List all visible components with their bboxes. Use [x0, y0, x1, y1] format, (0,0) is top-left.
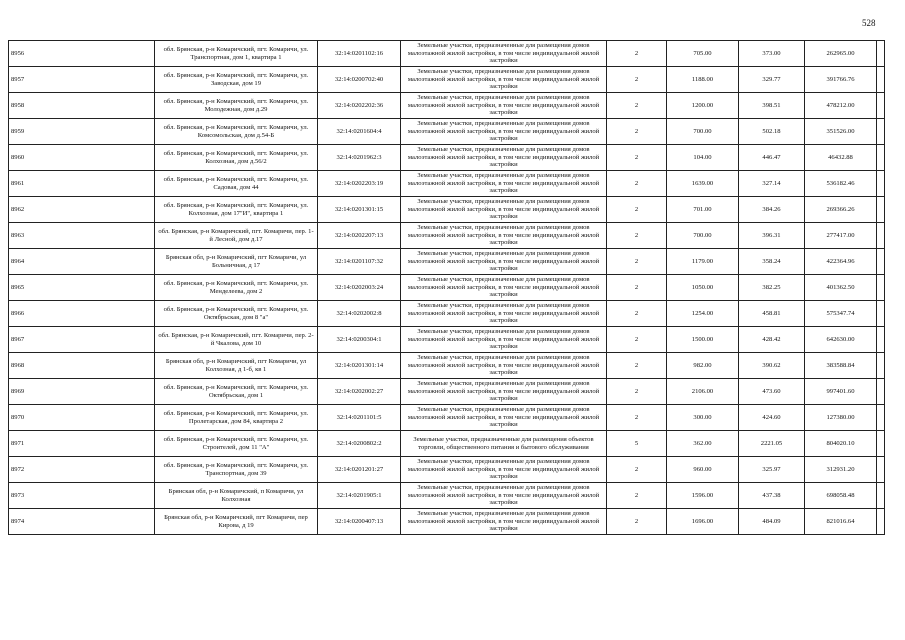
rate-cell: 428.42	[739, 327, 805, 353]
table-row	[9, 483, 885, 509]
category-cell: 2	[607, 171, 667, 197]
table-row	[9, 67, 885, 93]
area-cell: 960.00	[667, 457, 739, 483]
rate-cell: 473.60	[739, 379, 805, 405]
land-use-cell: Земельные участки, предназначенные для размещения домов малоэтажной жилой застройки, в том числе индивидуальной жилой застройки	[401, 483, 607, 509]
value-cell: 277417.00	[805, 223, 877, 249]
row-number: 8956	[9, 41, 155, 67]
area-cell: 104.00	[667, 145, 739, 171]
rate-cell: 396.31	[739, 223, 805, 249]
row-number: 8974	[9, 509, 155, 535]
address-cell: Брянская обл, р-н Комаричский, пгт Комаричи, ул Колхозная, д 1-б, кв 1	[155, 353, 318, 379]
land-use-cell: Земельные участки, предназначенные для размещения домов малоэтажной жилой застройки, в том числе индивидуальной жилой застройки	[401, 275, 607, 301]
row-number: 8973	[9, 483, 155, 509]
land-use-cell: Земельные участки, предназначенные для размещения домов малоэтажной жилой застройки, в том числе индивидуальной жилой застройки	[401, 119, 607, 145]
land-use-cell: Земельные участки, предназначенные для размещения домов малоэтажной жилой застройки, в том числе индивидуальной жилой застройки	[401, 197, 607, 223]
value-cell: 262965.00	[805, 41, 877, 67]
table-row	[9, 301, 885, 327]
value-cell: 698058.48	[805, 483, 877, 509]
rate-cell: 2221.05	[739, 431, 805, 457]
blank-cell	[877, 431, 885, 457]
category-cell: 2	[607, 353, 667, 379]
land-use-cell: Земельные участки, предназначенные для размещения домов малоэтажной жилой застройки, в том числе индивидуальной жилой застройки	[401, 353, 607, 379]
address-cell: обл. Брянская, р-н Комаричский, пгт. Комаричи, ул. Комсомольская, дом д.54-Б	[155, 119, 318, 145]
row-number: 8970	[9, 405, 155, 431]
address-cell: обл. Брянская, р-н Комаричский, пгт. Комаричи, ул. Колхозная, дом 17"И", квартира 1	[155, 197, 318, 223]
area-cell: 1696.00	[667, 509, 739, 535]
cadastral-number-cell: 32:14:0201107:32	[318, 249, 401, 275]
category-cell: 2	[607, 119, 667, 145]
category-cell: 2	[607, 41, 667, 67]
category-cell: 2	[607, 223, 667, 249]
rate-cell: 325.97	[739, 457, 805, 483]
cadastral-number-cell: 32:14:0202207:13	[318, 223, 401, 249]
table-row	[9, 431, 885, 457]
value-cell: 312931.20	[805, 457, 877, 483]
land-use-cell: Земельные участки, предназначенные для размещения домов малоэтажной жилой застройки, в том числе индивидуальной жилой застройки	[401, 509, 607, 535]
cadastral-number-cell: 32:14:0201905:1	[318, 483, 401, 509]
row-number: 8965	[9, 275, 155, 301]
area-cell: 1050.00	[667, 275, 739, 301]
address-cell: Брянская обл, р-н Комаричский, п Комаричи, ул Колхозная	[155, 483, 318, 509]
cadastral-registry-table	[8, 40, 885, 535]
blank-cell	[877, 197, 885, 223]
value-cell: 536182.46	[805, 171, 877, 197]
blank-cell	[877, 509, 885, 535]
category-cell: 2	[607, 67, 667, 93]
blank-cell	[877, 457, 885, 483]
rate-cell: 484.09	[739, 509, 805, 535]
category-cell: 2	[607, 197, 667, 223]
cadastral-number-cell: 32:14:0200304:1	[318, 327, 401, 353]
table-row	[9, 41, 885, 67]
cadastral-number-cell: 32:14:0202002:27	[318, 379, 401, 405]
table-row	[9, 379, 885, 405]
rate-cell: 327.14	[739, 171, 805, 197]
blank-cell	[877, 405, 885, 431]
row-number: 8957	[9, 67, 155, 93]
area-cell: 705.00	[667, 41, 739, 67]
table-row	[9, 509, 885, 535]
blank-cell	[877, 145, 885, 171]
blank-cell	[877, 93, 885, 119]
row-number: 8967	[9, 327, 155, 353]
registry-body	[9, 41, 885, 535]
value-cell: 422364.96	[805, 249, 877, 275]
row-number: 8963	[9, 223, 155, 249]
row-number: 8968	[9, 353, 155, 379]
land-use-cell: Земельные участки, предназначенные для размещения объектов торговли, общественного питания и бытового обслуживания	[401, 431, 607, 457]
land-use-cell: Земельные участки, предназначенные для размещения домов малоэтажной жилой застройки, в том числе индивидуальной жилой застройки	[401, 249, 607, 275]
value-cell: 478212.00	[805, 93, 877, 119]
rate-cell: 502.18	[739, 119, 805, 145]
value-cell: 997401.60	[805, 379, 877, 405]
address-cell: обл. Брянская, р-н Комаричский, пгт. Комаричи, ул. Строителей, дом 11 "А"	[155, 431, 318, 457]
cadastral-number-cell: 32:14:0201102:16	[318, 41, 401, 67]
value-cell: 351526.00	[805, 119, 877, 145]
cadastral-number-cell: 32:14:0201201:27	[318, 457, 401, 483]
address-cell: обл. Брянская, р-н Комаричский, пгт. Комаричи, ул. Менделеева, дом 2	[155, 275, 318, 301]
value-cell: 391766.76	[805, 67, 877, 93]
row-number: 8961	[9, 171, 155, 197]
rate-cell: 373.00	[739, 41, 805, 67]
address-cell: обл. Брянская, р-н Комаричский, пгт. Комаричи, ул. Октябрьская, дом 1	[155, 379, 318, 405]
address-cell: обл. Брянская, р-н Комаричский, пгт. Комаричи, ул. Транспортная, дом 39	[155, 457, 318, 483]
land-use-cell: Земельные участки, предназначенные для размещения домов малоэтажной жилой застройки, в том числе индивидуальной жилой застройки	[401, 379, 607, 405]
cadastral-number-cell: 32:14:0202003:24	[318, 275, 401, 301]
rate-cell: 390.62	[739, 353, 805, 379]
area-cell: 1179.00	[667, 249, 739, 275]
rate-cell: 384.26	[739, 197, 805, 223]
land-use-cell: Земельные участки, предназначенные для размещения домов малоэтажной жилой застройки, в том числе индивидуальной жилой застройки	[401, 301, 607, 327]
blank-cell	[877, 301, 885, 327]
address-cell: обл. Брянская, р-н Комаричский, пгт. Комаричи, пер. 2-й Чкалова, дом 10	[155, 327, 318, 353]
value-cell: 642630.00	[805, 327, 877, 353]
category-cell: 2	[607, 405, 667, 431]
area-cell: 1200.00	[667, 93, 739, 119]
area-cell: 362.00	[667, 431, 739, 457]
table-row	[9, 171, 885, 197]
value-cell: 127380.00	[805, 405, 877, 431]
blank-cell	[877, 67, 885, 93]
cadastral-number-cell: 32:14:0202002:8	[318, 301, 401, 327]
land-use-cell: Земельные участки, предназначенные для размещения домов малоэтажной жилой застройки, в том числе индивидуальной жилой застройки	[401, 93, 607, 119]
row-number: 8969	[9, 379, 155, 405]
address-cell: обл. Брянская, р-н Комаричский, пгт. Комаричи, пер. 1-й Лесной, дом д.17	[155, 223, 318, 249]
value-cell: 269366.26	[805, 197, 877, 223]
address-cell: Брянская обл, р-н Комаричский, пгт Комаричи, пер Кирова, д 19	[155, 509, 318, 535]
cadastral-number-cell: 32:14:0201962:3	[318, 145, 401, 171]
blank-cell	[877, 379, 885, 405]
area-cell: 1254.00	[667, 301, 739, 327]
table-row	[9, 119, 885, 145]
category-cell: 2	[607, 93, 667, 119]
cadastral-number-cell: 32:14:0202202:36	[318, 93, 401, 119]
table-row	[9, 405, 885, 431]
category-cell: 2	[607, 483, 667, 509]
row-number: 8960	[9, 145, 155, 171]
row-number: 8962	[9, 197, 155, 223]
table-row	[9, 353, 885, 379]
area-cell: 982.00	[667, 353, 739, 379]
address-cell: обл. Брянская, р-н Комаричский, пгт. Комаричи, ул. Транспортная, дом 1, квартира 1	[155, 41, 318, 67]
blank-cell	[877, 223, 885, 249]
cadastral-number-cell: 32:14:0200702:40	[318, 67, 401, 93]
category-cell: 2	[607, 327, 667, 353]
rate-cell: 398.51	[739, 93, 805, 119]
blank-cell	[877, 249, 885, 275]
category-cell: 2	[607, 457, 667, 483]
category-cell: 2	[607, 301, 667, 327]
cadastral-number-cell: 32:14:0201604:4	[318, 119, 401, 145]
address-cell: обл. Брянская, р-н Комаричский, пгт. Комаричи, ул. Колхозная, дом д.56/2	[155, 145, 318, 171]
value-cell: 383588.84	[805, 353, 877, 379]
blank-cell	[877, 483, 885, 509]
table-row	[9, 249, 885, 275]
rate-cell: 358.24	[739, 249, 805, 275]
area-cell: 1500.00	[667, 327, 739, 353]
land-use-cell: Земельные участки, предназначенные для размещения домов малоэтажной жилой застройки, в том числе индивидуальной жилой застройки	[401, 145, 607, 171]
row-number: 8964	[9, 249, 155, 275]
cadastral-number-cell: 32:14:0200407:13	[318, 509, 401, 535]
table-row	[9, 223, 885, 249]
rate-cell: 382.25	[739, 275, 805, 301]
blank-cell	[877, 171, 885, 197]
category-cell: 2	[607, 379, 667, 405]
rate-cell: 458.81	[739, 301, 805, 327]
address-cell: обл. Брянская, р-н Комаричский, пгт. Комаричи, ул. Заводская, дом 19	[155, 67, 318, 93]
area-cell: 1596.00	[667, 483, 739, 509]
blank-cell	[877, 353, 885, 379]
address-cell: Брянская обл, р-н Комаричский, пгт Комаричи, ул Больничная, д 17	[155, 249, 318, 275]
address-cell: обл. Брянская, р-н Комаричский, пгт. Комаричи, ул. Октябрьская, дом 8 "а"	[155, 301, 318, 327]
rate-cell: 329.77	[739, 67, 805, 93]
area-cell: 700.00	[667, 223, 739, 249]
blank-cell	[877, 327, 885, 353]
table-row	[9, 93, 885, 119]
category-cell: 5	[607, 431, 667, 457]
land-use-cell: Земельные участки, предназначенные для размещения домов малоэтажной жилой застройки, в том числе индивидуальной жилой застройки	[401, 327, 607, 353]
area-cell: 2106.00	[667, 379, 739, 405]
rate-cell: 446.47	[739, 145, 805, 171]
address-cell: обл. Брянская, р-н Комаричский, пгт. Комаричи, ул. Молодежная, дом д.29	[155, 93, 318, 119]
address-cell: обл. Брянская, р-н Комаричский, пгт. Комаричи, ул. Садовая, дом 44	[155, 171, 318, 197]
blank-cell	[877, 41, 885, 67]
area-cell: 1639.00	[667, 171, 739, 197]
land-use-cell: Земельные участки, предназначенные для размещения домов малоэтажной жилой застройки, в том числе индивидуальной жилой застройки	[401, 457, 607, 483]
area-cell: 1188.00	[667, 67, 739, 93]
land-use-cell: Земельные участки, предназначенные для размещения домов малоэтажной жилой застройки, в том числе индивидуальной жилой застройки	[401, 223, 607, 249]
table-row	[9, 457, 885, 483]
land-use-cell: Земельные участки, предназначенные для размещения домов малоэтажной жилой застройки, в том числе индивидуальной жилой застройки	[401, 41, 607, 67]
row-number: 8966	[9, 301, 155, 327]
blank-cell	[877, 119, 885, 145]
cadastral-number-cell: 32:14:0201301:15	[318, 197, 401, 223]
land-use-cell: Земельные участки, предназначенные для размещения домов малоэтажной жилой застройки, в том числе индивидуальной жилой застройки	[401, 67, 607, 93]
cadastral-number-cell: 32:14:0200802:2	[318, 431, 401, 457]
value-cell: 46432.88	[805, 145, 877, 171]
category-cell: 2	[607, 145, 667, 171]
area-cell: 300.00	[667, 405, 739, 431]
rate-cell: 424.60	[739, 405, 805, 431]
table-row	[9, 275, 885, 301]
address-cell: обл. Брянская, р-н Комаричский, пгт. Комаричи, ул. Пролетарская, дом 84, квартира 2	[155, 405, 318, 431]
table-row	[9, 145, 885, 171]
row-number: 8971	[9, 431, 155, 457]
blank-cell	[877, 275, 885, 301]
value-cell: 804020.10	[805, 431, 877, 457]
land-use-cell: Земельные участки, предназначенные для размещения домов малоэтажной жилой застройки, в том числе индивидуальной жилой застройки	[401, 171, 607, 197]
land-use-cell: Земельные участки, предназначенные для размещения домов малоэтажной жилой застройки, в том числе индивидуальной жилой застройки	[401, 405, 607, 431]
table-row	[9, 327, 885, 353]
value-cell: 401362.50	[805, 275, 877, 301]
value-cell: 575347.74	[805, 301, 877, 327]
category-cell: 2	[607, 275, 667, 301]
value-cell: 821016.64	[805, 509, 877, 535]
cadastral-number-cell: 32:14:0201101:5	[318, 405, 401, 431]
category-cell: 2	[607, 249, 667, 275]
category-cell: 2	[607, 509, 667, 535]
page-number: 528	[862, 18, 876, 28]
area-cell: 700.00	[667, 119, 739, 145]
cadastral-number-cell: 32:14:0202203:19	[318, 171, 401, 197]
cadastral-number-cell: 32:14:0201301:14	[318, 353, 401, 379]
row-number: 8958	[9, 93, 155, 119]
row-number: 8972	[9, 457, 155, 483]
area-cell: 701.00	[667, 197, 739, 223]
row-number: 8959	[9, 119, 155, 145]
table-row	[9, 197, 885, 223]
rate-cell: 437.38	[739, 483, 805, 509]
